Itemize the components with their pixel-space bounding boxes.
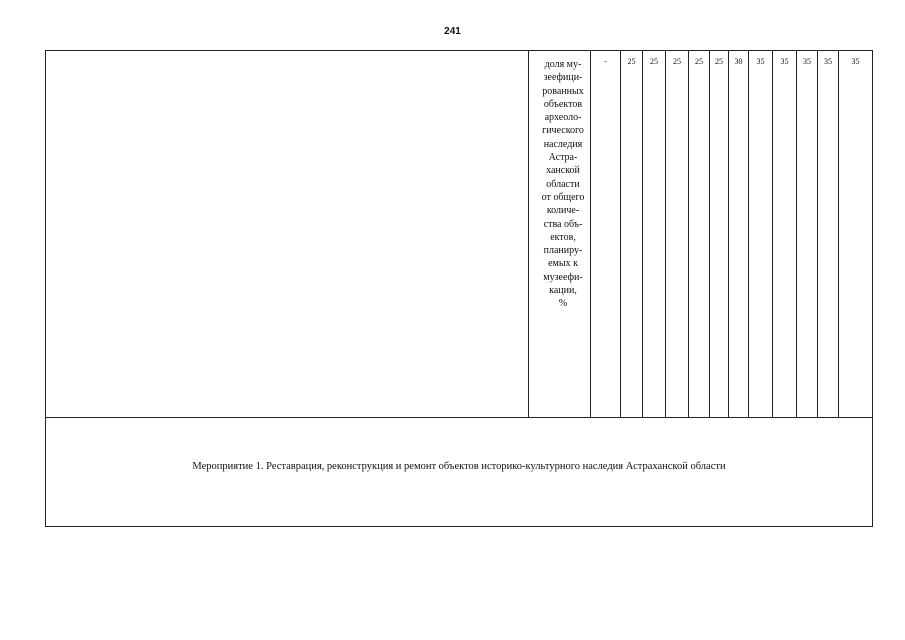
value-cell: 35 (851, 57, 860, 66)
column-line (728, 51, 729, 417)
value-cell: 25 (695, 57, 703, 66)
column-line (642, 51, 643, 417)
column-line (748, 51, 749, 417)
column-line (796, 51, 797, 417)
column-line (709, 51, 710, 417)
activity-title: Мероприятие 1. Реставрация, реконструкция и ремонт объектов историко-культурного наследия Астраханской области (192, 461, 726, 472)
column-line (817, 51, 818, 417)
value-cell: 35 (756, 57, 765, 66)
row-divider (46, 417, 872, 418)
value-cell: 35 (803, 57, 811, 66)
indicator-table (45, 50, 873, 527)
value-cell: 25 (650, 57, 658, 66)
value-cell: 30 (734, 57, 743, 66)
value-cell: 35 (780, 57, 789, 66)
column-line (688, 51, 689, 417)
value-cell: 25 (673, 57, 681, 66)
value-cell: 25 (715, 57, 723, 66)
page-number: 241 (444, 26, 461, 37)
value-cell: 25 (627, 57, 636, 66)
column-line (838, 51, 839, 417)
column-line (620, 51, 621, 417)
column-line (772, 51, 773, 417)
column-line (528, 51, 529, 417)
column-line (665, 51, 666, 417)
value-cell: - (604, 57, 607, 66)
value-cell: 35 (824, 57, 832, 66)
indicator-description: доля му- зеефици- рованных объектов археоло- гического наследия Астра- ханской области от общего количе- ства объ- ектов, планиру- емых к музеефи- кации, % (541, 59, 585, 310)
